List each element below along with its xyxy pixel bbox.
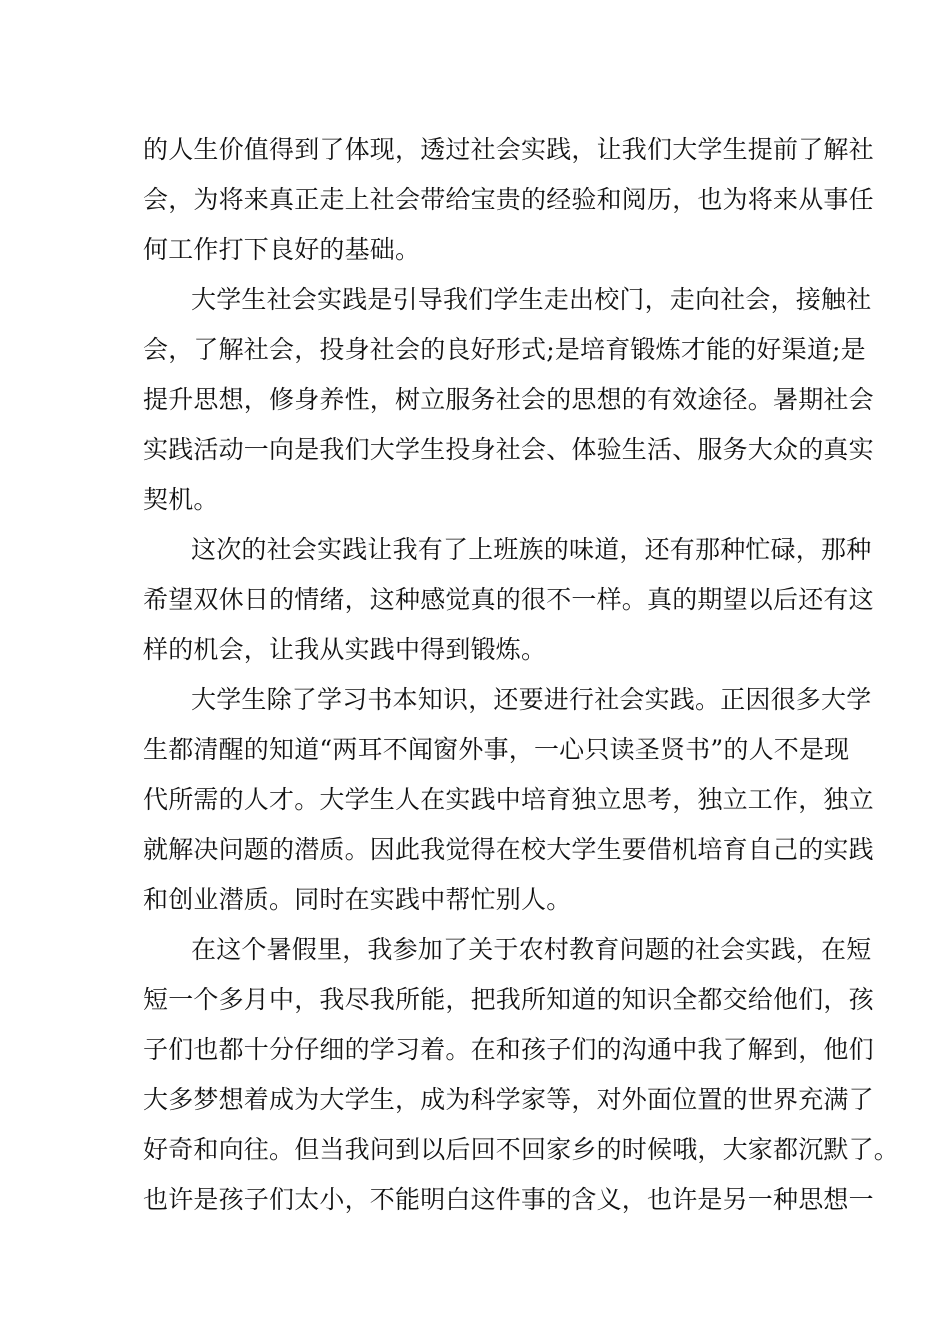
paragraph-first-line: 在这个暑假里，我参加了关于农村教育问题的社会实践，在短	[191, 935, 872, 964]
text-line: 代所需的人才。大学生人在实践中培育独立思考，独立工作，独立	[143, 785, 874, 814]
text-line: 大多梦想着成为大学生，成为科学家等，对外面位置的世界充满了	[143, 1085, 874, 1114]
text-line: 何工作打下良好的基础。	[143, 235, 421, 264]
text-line: 希望双休日的情绪，这种感觉真的很不一样。真的期望以后还有这	[143, 585, 874, 614]
text-line: 和创业潜质。同时在实践中帮忙别人。	[143, 885, 572, 914]
text-line: 也许是孩子们太小，不能明白这件事的含义，也许是另一种思想一	[143, 1185, 874, 1214]
text-line: 样的机会，让我从实践中得到锻炼。	[143, 635, 547, 664]
text-line: 就解决问题的潜质。因此我觉得在校大学生要借机培育自己的实践	[143, 835, 874, 864]
text-line: 会，为将来真正走上社会带给宝贵的经验和阅历，也为将来从事任	[143, 185, 874, 214]
text-line: 契机。	[143, 485, 219, 514]
paragraph-first-line: 这次的社会实践让我有了上班族的味道，还有那种忙碌，那种	[191, 535, 872, 564]
text-line: 提升思想，修身养性，树立服务社会的思想的有效途径。暑期社会	[143, 385, 874, 414]
text-line: 生都清醒的知道“两耳不闻窗外事，一心只读圣贤书”的人不是现	[143, 735, 850, 764]
text-line: 子们也都十分仔细的学习着。在和孩子们的沟通中我了解到，他们	[143, 1035, 874, 1064]
text-line: 好奇和向往。但当我问到以后回不回家乡的时候哦，大家都沉默了。	[143, 1135, 900, 1164]
text-line: 实践活动一向是我们大学生投身社会、体验生活、服务大众的真实	[143, 435, 874, 464]
paragraph-first-line: 大学生社会实践是引导我们学生走出校门，走向社会，接触社	[191, 285, 872, 314]
text-line: 的人生价值得到了体现，透过社会实践，让我们大学生提前了解社	[143, 135, 874, 164]
paragraph-first-line: 大学生除了学习书本知识，还要进行社会实践。正因很多大学	[191, 685, 872, 714]
text-line: 会，了解社会，投身社会的良好形式;是培育锻炼才能的好渠道;是	[143, 335, 866, 364]
text-line: 短一个多月中，我尽我所能，把我所知道的知识全都交给他们，孩	[143, 985, 874, 1014]
